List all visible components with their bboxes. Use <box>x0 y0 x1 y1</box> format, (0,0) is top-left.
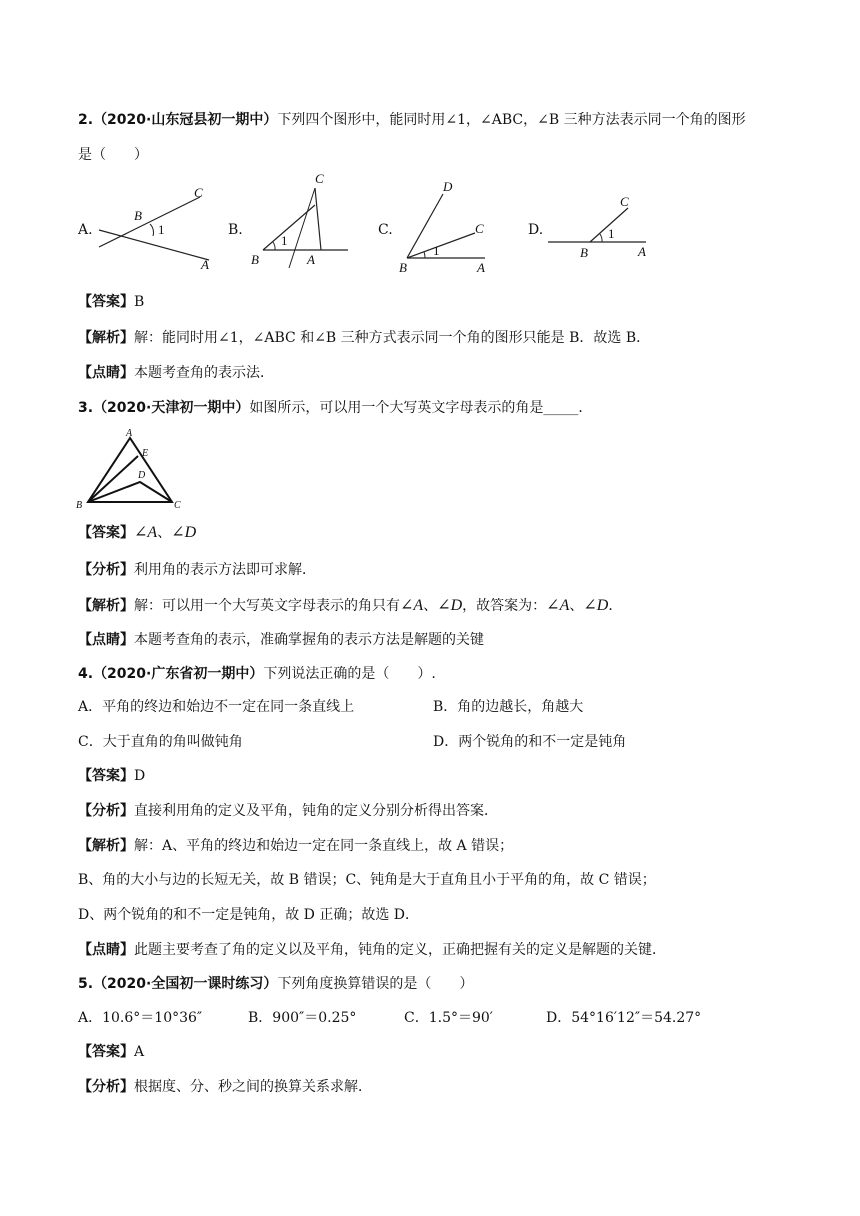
q3-answer-d: ∠D <box>171 524 197 541</box>
q2-stem-line2: 是（ ） <box>78 147 148 163</box>
q5-option-a: A．10.6°＝10°36″ <box>78 1010 203 1026</box>
q4-comment <box>78 940 666 960</box>
q4-option-b: B．角的边越长，角越大 <box>433 699 584 715</box>
q3-analysis-end: ． <box>608 598 623 614</box>
q5-stem-text: 下列角度换算错误的是（ ） <box>277 976 474 992</box>
q2-answer <box>78 292 144 312</box>
q4-comment-text: 此题主要考查了角的定义以及平角，钝角的定义，正确把握有关的定义是解题的关键． <box>134 942 666 958</box>
q2-figure-d <box>548 190 658 270</box>
q4-method-text: 直接利用角的定义及平角，钝角的定义分别分析得出答案． <box>134 803 498 819</box>
q4-analysis-text1: 解：A、平角的终边和始边一定在同一条直线上，故 A 错误； <box>134 838 514 854</box>
q2-comment <box>78 363 274 383</box>
q3-analysis-text1: 解：可以用一个大写英文字母表示的角只有 <box>134 598 400 614</box>
q3-answer-a: ∠A <box>134 524 158 541</box>
q3-stem-text: 如图所示，可以用一个大写英文字母表示的角是_____． <box>249 400 593 416</box>
q3-method-text: 利用角的表示方法即可求解． <box>134 562 316 578</box>
q3-analysis-sep: 、 <box>423 598 438 614</box>
q5-option-c: C．1.5°＝90′ <box>404 1010 493 1026</box>
q3-method-tag: 【分析】 <box>78 562 134 578</box>
q4-analysis-line3: D、两个锐角的和不一定是钝角，故 D 正确；故选 D． <box>78 907 420 923</box>
q5-answer-tag: 【答案】 <box>78 1044 134 1060</box>
q3-comment-tag: 【点睛】 <box>78 632 134 648</box>
q2-figure-a <box>96 180 221 275</box>
q4-analysis-tag: 【解析】 <box>78 838 134 854</box>
q2-a-point-c: C <box>194 185 203 200</box>
q2-d-point-b: B <box>580 245 588 260</box>
q3-comment <box>78 630 484 650</box>
q3-analysis-d2: ∠D <box>583 597 609 614</box>
q5-method-tag: 【分析】 <box>78 1079 134 1095</box>
q2-fig-b-label: B. <box>228 222 243 238</box>
q3-analysis <box>78 596 622 616</box>
q3-answer-tag: 【答案】 <box>78 525 134 541</box>
q3-analysis-a: ∠A <box>400 597 424 614</box>
q2-b-point-c: C <box>315 171 324 186</box>
q2-number: 2. <box>78 112 94 128</box>
q4-method <box>78 801 498 821</box>
q2-figure-c <box>395 178 495 278</box>
q2-b-point-a: A <box>307 252 315 267</box>
q2-d-angle-1: 1 <box>608 226 615 241</box>
q4-option-d: D．两个锐角的和不一定是钝角 <box>433 734 627 750</box>
q2-analysis-text: 解：能同时用∠1，∠ABC 和∠B 三种方式表示同一个角的图形只能是 B．故选 B． <box>134 330 651 346</box>
q2-comment-text: 本题考查角的表示法． <box>134 365 274 381</box>
q4-option-a: A．平角的终边和始边不一定在同一条直线上 <box>78 699 355 715</box>
q2-b-angle-1: 1 <box>281 233 288 248</box>
q3-analysis-tag: 【解析】 <box>78 598 134 614</box>
q3-figure <box>74 426 184 512</box>
q2-c-point-a: A <box>477 260 485 275</box>
q4-answer-tag: 【答案】 <box>78 768 134 784</box>
q2-fig-a-label: A. <box>78 222 93 238</box>
q3-number: 3. <box>78 400 94 416</box>
q2-c-angle-1: 1 <box>433 243 440 258</box>
q4-method-tag: 【分析】 <box>78 803 134 819</box>
q2-source: （2020·山东冠县初一期中） <box>93 112 278 128</box>
q5-number: 5. <box>78 976 94 992</box>
q3-source: （2020·天津初一期中） <box>93 400 250 416</box>
q3-point-c: C <box>174 500 181 511</box>
q2-c-point-b: B <box>399 260 407 275</box>
q3-comment-text: 本题考查角的表示，准确掌握角的表示方法是解题的关键 <box>134 632 484 648</box>
q3-method <box>78 560 316 580</box>
q2-stem-line1 <box>78 110 746 130</box>
q3-answer <box>78 523 196 543</box>
q4-analysis <box>78 836 513 856</box>
q3-analysis-sep2: 、 <box>569 598 584 614</box>
q2-stem-text: 下列四个图形中，能同时用∠1，∠ABC，∠B 三种方法表示同一个角的图形 <box>277 112 746 128</box>
q5-source: （2020·全国初一课时练习） <box>93 976 278 992</box>
q4-analysis-line2: B、角的大小与边的长短无关，故 B 错误；C、钝角是大于直角且小于平角的角，故 C 错误； <box>78 872 656 888</box>
q4-comment-tag: 【点睛】 <box>78 942 134 958</box>
q4-answer-value: D <box>134 768 146 784</box>
q2-analysis <box>78 328 650 348</box>
q2-fig-c-label: C. <box>378 222 393 238</box>
q5-stem <box>78 974 473 994</box>
q3-stem <box>78 398 592 418</box>
q5-option-d: D．54°16′12″＝54.27° <box>546 1010 702 1026</box>
q5-answer <box>78 1042 144 1062</box>
q4-source: （2020·广东省初一期中） <box>93 666 264 682</box>
q4-number: 4. <box>78 666 94 682</box>
q5-option-b: B．900″＝0.25° <box>248 1010 357 1026</box>
q3-answer-sep: 、 <box>157 525 172 541</box>
q2-d-point-c: C <box>620 194 629 209</box>
q3-point-a: A <box>126 428 133 439</box>
q4-stem <box>78 664 436 684</box>
q3-analysis-a2: ∠A <box>546 597 570 614</box>
q2-analysis-tag: 【解析】 <box>78 330 134 346</box>
q3-analysis-text2: ，故答案为： <box>462 598 547 614</box>
q3-point-d: D <box>138 470 146 481</box>
q2-comment-tag: 【点睛】 <box>78 365 134 381</box>
q4-answer <box>78 766 145 786</box>
q5-answer-value: A <box>134 1044 145 1060</box>
q2-a-point-b: B <box>134 208 142 223</box>
q5-method-text: 根据度、分、秒之间的换算关系求解． <box>134 1079 372 1095</box>
q4-stem-text: 下列说法正确的是（ ）. <box>263 666 436 682</box>
q2-d-point-a: A <box>638 244 646 259</box>
q2-b-point-b: B <box>251 252 259 267</box>
q2-a-point-a: A <box>201 257 209 272</box>
q3-point-b: B <box>76 500 83 511</box>
q4-option-c: C．大于直角的角叫做钝角 <box>78 734 243 750</box>
q2-figure-b <box>245 170 355 270</box>
q2-answer-value: B <box>134 294 145 310</box>
q3-analysis-d: ∠D <box>437 597 463 614</box>
q2-fig-d-label: D. <box>528 222 544 238</box>
q3-point-e: E <box>142 448 149 459</box>
q2-c-point-c: C <box>475 221 484 236</box>
q2-answer-tag: 【答案】 <box>78 294 134 310</box>
q2-c-point-d: D <box>443 179 453 194</box>
q5-method <box>78 1077 372 1097</box>
q2-a-angle-1: 1 <box>158 222 165 237</box>
